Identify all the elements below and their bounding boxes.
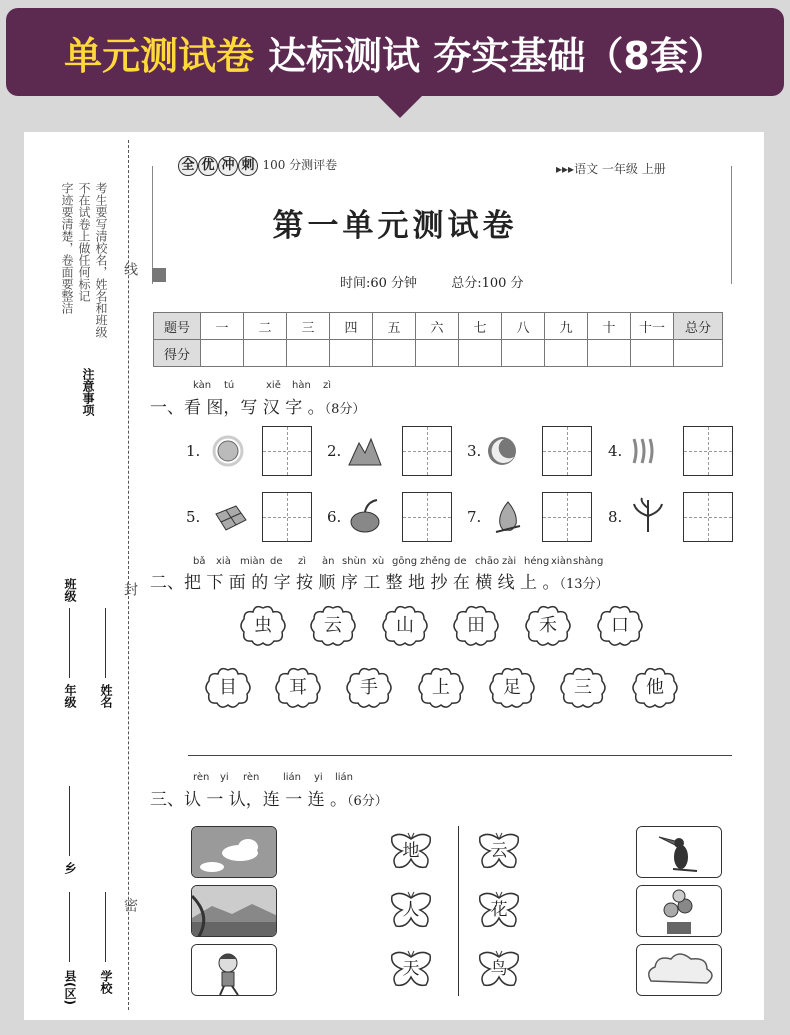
pinyin: de: [454, 556, 467, 567]
banner-text: 达标测试 夯实基础（8套）: [268, 33, 726, 78]
picture-card-bird[interactable]: [636, 826, 722, 878]
col-header: 六: [416, 313, 459, 340]
butterfly-word-text: 天: [402, 959, 420, 979]
col-header: 十: [588, 313, 631, 340]
flower-char: [523, 604, 573, 648]
score-cell[interactable]: [287, 340, 330, 367]
pinyin: shùn: [342, 556, 367, 567]
bird-picture: [637, 827, 722, 878]
total-header: 总分: [674, 313, 723, 340]
writing-grid[interactable]: [402, 426, 452, 476]
tag-char: 冲: [218, 156, 238, 176]
col-header: 一: [201, 313, 244, 340]
county-blank[interactable]: [69, 890, 70, 968]
boy-picture: [192, 945, 277, 996]
butterfly-word-text: 地: [402, 841, 420, 861]
flower-char: [238, 604, 288, 648]
grain-icon: [630, 496, 666, 532]
item-number: 3.: [467, 442, 482, 460]
pinyin: chāo: [475, 556, 500, 567]
field-icon: [212, 500, 248, 536]
pinyin: bǎ: [193, 556, 206, 567]
pinyin: àn: [322, 556, 335, 567]
writing-line[interactable]: [188, 755, 732, 756]
pinyin: xiě: [266, 380, 281, 391]
pinyin: shàng: [573, 556, 604, 567]
picture-card-landscape[interactable]: [191, 885, 277, 937]
field-county: 县(区): [63, 970, 77, 1005]
butterfly-word-text: 鸟: [490, 959, 508, 979]
score-cell[interactable]: [459, 340, 502, 367]
fire-icon: [490, 498, 526, 534]
section-2-points: （13分）: [559, 577, 609, 592]
school-blank[interactable]: [105, 890, 106, 968]
score-table: [153, 312, 723, 367]
butterfly-word[interactable]: [388, 949, 434, 989]
writing-grid[interactable]: [402, 492, 452, 542]
flower-char: [595, 604, 645, 648]
score-cell[interactable]: [330, 340, 373, 367]
writing-grid[interactable]: [542, 426, 592, 476]
seal-char-xian: 线: [122, 262, 138, 276]
moon-icon: [484, 433, 520, 469]
pinyin: de: [270, 556, 283, 567]
butterfly-word-text: 云: [490, 841, 508, 861]
table-row: [154, 313, 723, 340]
column-divider: [458, 826, 459, 996]
score-cell[interactable]: [201, 340, 244, 367]
row-label: 题号: [154, 313, 201, 340]
writing-grid[interactable]: [262, 426, 312, 476]
pinyin: yi: [314, 772, 323, 783]
score-cell[interactable]: [244, 340, 287, 367]
township-blank[interactable]: [69, 784, 70, 862]
notes-title: 注意事项: [81, 368, 95, 416]
stone-icon: [347, 498, 383, 534]
flower-char-text: 手: [360, 677, 378, 698]
flowers-picture: [637, 886, 722, 937]
seal-char-feng: 封: [122, 582, 138, 596]
mountain-icon: [347, 433, 383, 469]
pinyin: zài: [502, 556, 517, 567]
flower-char-text: 虫: [254, 615, 272, 636]
item-number: 6.: [327, 508, 342, 526]
flower-char: [203, 666, 253, 710]
flower-char: [380, 604, 430, 648]
pinyin: hàn: [292, 380, 311, 391]
field-name: 姓名: [99, 684, 113, 708]
promo-banner: [6, 8, 784, 96]
note-3: 字迹要清楚，卷面要整洁: [60, 182, 74, 314]
water-icon: [628, 433, 664, 469]
pinyin: lián: [283, 772, 302, 783]
flower-char-text: 耳: [289, 677, 307, 698]
field-school: 学校: [99, 970, 113, 994]
butterfly-word-text: 花: [490, 900, 508, 920]
butterfly-word[interactable]: [388, 890, 434, 930]
item-number: 4.: [608, 442, 623, 460]
row-label: 得分: [154, 340, 201, 367]
flower-char: [308, 604, 358, 648]
cloud-picture: [637, 945, 722, 996]
item-number: 1.: [186, 442, 201, 460]
tag-subtitle: 100 分测评卷: [262, 158, 338, 172]
flower-char: [558, 666, 608, 710]
score-cell[interactable]: [545, 340, 588, 367]
score-cell[interactable]: [373, 340, 416, 367]
col-header: 十一: [631, 313, 674, 340]
score-cell[interactable]: [416, 340, 459, 367]
name-blank[interactable]: [105, 606, 106, 684]
field-township: 乡: [63, 862, 77, 874]
butterfly-word-text: 人: [402, 900, 420, 920]
pinyin: gōng: [392, 556, 418, 567]
col-header: 三: [287, 313, 330, 340]
pinyin: tú: [224, 380, 235, 391]
sun-icon: [210, 433, 246, 469]
pinyin: xià: [216, 556, 231, 567]
pinyin: rèn: [243, 772, 260, 783]
section-1-points: （8分）: [324, 402, 366, 417]
pinyin: kàn: [193, 380, 212, 391]
score-cell[interactable]: [502, 340, 545, 367]
score-cell[interactable]: [631, 340, 674, 367]
butterfly-word[interactable]: [388, 831, 434, 871]
flower-char-text: 三: [574, 677, 592, 698]
pinyin: lián: [335, 772, 354, 783]
flower-char: [273, 666, 323, 710]
pinyin: xù: [372, 556, 385, 567]
col-header: 五: [373, 313, 416, 340]
flower-char-text: 他: [646, 677, 664, 698]
tag-char: 优: [198, 156, 218, 176]
section-2-text: 二、把 下 面 的 字 按 顺 序 工 整 地 抄 在 横 线 上 。: [150, 573, 560, 593]
flower-char-text: 上: [432, 677, 450, 698]
section-1-text: 一、看 图，写 汉 字 。: [150, 398, 325, 418]
col-header: 四: [330, 313, 373, 340]
note-1: 考生要写清校名，姓名和班级: [94, 182, 108, 338]
flower-char-text: 云: [324, 615, 342, 636]
page-title: 第一单元测试卷: [272, 208, 518, 244]
time-limit: 时间:60 分钟: [340, 276, 418, 291]
flower-char-text: 田: [467, 615, 485, 636]
tag-char: 全: [178, 156, 198, 176]
pinyin: zhěng: [420, 556, 451, 567]
butterfly-word[interactable]: [476, 890, 522, 930]
flower-char: [487, 666, 537, 710]
pinyin: rèn: [193, 772, 210, 783]
flower-char-text: 口: [611, 615, 629, 636]
writing-grid[interactable]: [683, 492, 733, 542]
score-cell[interactable]: [674, 340, 723, 367]
writing-grid[interactable]: [683, 426, 733, 476]
flower-char-text: 禾: [539, 615, 557, 636]
pinyin: zì: [298, 556, 307, 567]
flower-char-text: 山: [396, 615, 414, 636]
clouds-picture: [192, 827, 277, 878]
corner-mark: [152, 268, 166, 282]
banner-highlight: 单元测试卷: [64, 33, 255, 78]
item-number: 2.: [327, 442, 342, 460]
section-3-points: （6分）: [347, 794, 388, 809]
series-tag: [178, 156, 337, 176]
class-blank[interactable]: [69, 606, 70, 684]
field-grade: 年级: [63, 684, 77, 708]
tag-char: 刺: [238, 156, 258, 176]
pinyin: zì: [323, 380, 332, 391]
section-1-title: [150, 393, 365, 418]
section-3-text: 三、认 一 认，连 一 连 。: [150, 790, 348, 810]
pinyin: yi: [220, 772, 229, 783]
butterfly-word[interactable]: [476, 949, 522, 989]
writing-grid[interactable]: [262, 492, 312, 542]
flower-char-text: 目: [219, 677, 237, 698]
field-class: 班级: [63, 578, 77, 602]
pinyin: héng: [524, 556, 550, 567]
writing-grid[interactable]: [542, 492, 592, 542]
table-row: [154, 340, 723, 367]
section-2-title: [150, 568, 609, 593]
col-header: 八: [502, 313, 545, 340]
item-number: 7.: [467, 508, 482, 526]
flower-char: [416, 666, 466, 710]
col-header: 二: [244, 313, 287, 340]
item-number: 8.: [608, 508, 623, 526]
picture-card-boy[interactable]: [191, 944, 277, 996]
butterfly-word[interactable]: [476, 831, 522, 871]
note-2: 不在试卷上做任何标记: [77, 182, 91, 302]
landscape-picture: [192, 886, 277, 937]
subject-label: ▸▸▸语文 一年级 上册: [556, 162, 666, 176]
section-3-title: [150, 785, 388, 810]
col-header: 九: [545, 313, 588, 340]
pinyin: xiàn: [551, 556, 573, 567]
flower-char: [630, 666, 680, 710]
exam-info: [340, 272, 554, 291]
picture-card-cloud[interactable]: [636, 944, 722, 996]
item-number: 5.: [186, 508, 201, 526]
score-cell[interactable]: [588, 340, 631, 367]
picture-card-clouds[interactable]: [191, 826, 277, 878]
flower-char: [451, 604, 501, 648]
total-score: 总分:100 分: [451, 276, 524, 291]
pinyin: miàn: [240, 556, 265, 567]
col-header: 七: [459, 313, 502, 340]
flower-char-text: 足: [503, 677, 521, 698]
flower-char: [344, 666, 394, 710]
picture-card-flowers[interactable]: [636, 885, 722, 937]
seal-char-mi: 密: [122, 898, 138, 912]
